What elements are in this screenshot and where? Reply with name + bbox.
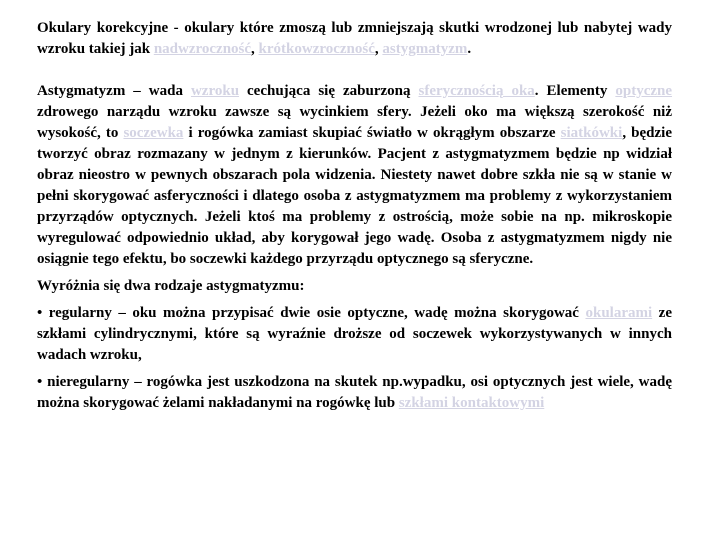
types-heading: Wyróżnia się dwa rodzaje astygmatyzmu: [37, 278, 305, 294]
text-run: Okulary korekcyjne - okulary które zmoszą lub zmniejszają skutki wrodzonej lub nabytej wady wzroku takiej jak [37, 20, 672, 57]
link-astygmatyzm[interactable]: astygmatyzm [382, 41, 468, 57]
link-wzroku[interactable]: wzroku [190, 83, 240, 99]
text-run: , [374, 41, 383, 57]
text-run: . [467, 41, 472, 57]
text-run: , będzie tworzyć obraz rozmazany w jednym z kierunków. Pacjent z astygmatyzmem będzie np widział obraz nieostro w pewnych obszarach pola widzenia. Niestety nawet dobre szkła nie są w stanie w pełni skorygować asferyczności i dlatego osoba z astygmatyzmem ma problemy z wykorzystaniem przyrządów optycznych. Jeżeli ktoś ma problemy z ostrością, może sobie na np. mikroskopie wyregulować odpowiednio układ, aby korygował jego wadę. Osoba z astygmatyzmem nigdy nie osiągnie tego efektu, bo soczewki każdego przyrządu optycznego są sferyczne. [37, 125, 672, 267]
link-krotkowzrocznosc[interactable]: krótkowzroczność [258, 41, 375, 57]
bullet-irregular [37, 372, 672, 414]
text-run: , [251, 41, 259, 57]
link-soczewka[interactable]: soczewka [123, 125, 184, 141]
text-run: Astygmatyzm – wada [37, 83, 191, 99]
link-okularami[interactable]: okularami [585, 305, 653, 321]
astigmatism-paragraph [37, 81, 672, 270]
bullet-regular [37, 303, 672, 366]
link-optyczne[interactable]: optyczne [615, 83, 673, 99]
text-run: cechująca się zaburzoną [239, 83, 419, 99]
text-run: i rogówka zamiast skupiać światło w okrągłym obszarze [183, 125, 561, 141]
link-sferycznoscia-oka[interactable]: sferycznością oka [418, 83, 535, 99]
link-nadwzrocznosc[interactable]: nadwzroczność [153, 41, 252, 57]
intro-paragraph [37, 18, 672, 60]
document-body [37, 18, 672, 414]
text-run: • regularny – oku można przypisać dwie osie optyczne, wadę można skorygować [37, 305, 586, 321]
link-szklami-kontaktowymi[interactable]: szkłami kontaktowymi [398, 395, 545, 411]
link-siatkowki[interactable]: siatkówki [560, 125, 623, 141]
text-run: ze szkłami cylindrycznymi, które są wyraźnie droższe od soczewek wykorzystywanych w innych wadach wzroku, [37, 305, 672, 363]
text-run: . Elementy [534, 83, 616, 99]
text-run: • nieregularny – rogówka jest uszkodzona na skutek np.wypadku, osi optycznych jest wiele, wadę można skorygować żelami nakładanymi na rogówkę lub [37, 374, 672, 411]
text-run: zdrowego narządu wzroku zawsze są wycinkiem sfery. Jeżeli oko ma większą szerokość niż wysokość, to [37, 104, 672, 141]
